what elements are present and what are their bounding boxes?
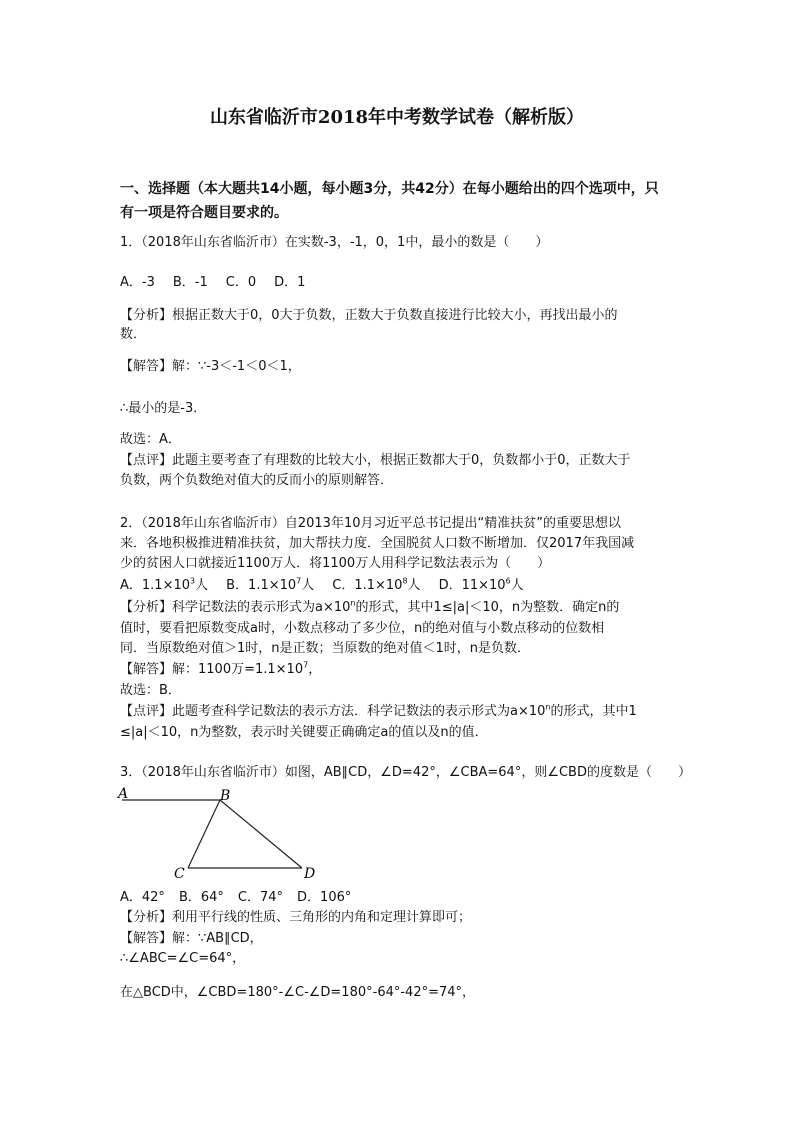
label-b: B — [220, 788, 231, 804]
label-d: D — [304, 866, 316, 882]
q1-option-c: C．0 — [225, 275, 257, 290]
q2-answer: 【解答】解：1100万$=1.1\times 10^7$， — [120, 660, 322, 677]
q2-option-b: B．$1.1\times 10^7$人 — [226, 576, 315, 593]
q1-analysis-line2: 数． — [120, 327, 147, 342]
q2-analysis-line1: 【分析】科学记数法的表示形式为$a\times 10^n$的形式，其中1≤|a|＜10，n为整数．确定n的 — [120, 598, 620, 615]
q3-options — [120, 887, 680, 909]
q3-step2: 在△BCD中，∠CBD=180°-∠C-∠D=180°-64°-42°=74°， — [120, 985, 476, 1000]
q3-answer: 【解答】解：∵AB∥CD， — [120, 931, 263, 946]
segment-bc — [188, 800, 220, 868]
q2-option-d: D．$11\times 10^6$人 — [438, 576, 524, 593]
q2-option-a: A．$1.1\times 10^3$人 — [120, 576, 209, 593]
q2-question-line1: 2．（2018年山东省临沂市）自2013年10月习近平总书记提出“精准扶贫”的重要思想以 — [120, 516, 621, 531]
q1-question: 1．（2018年山东省临沂市）在实数-3，-1，0，1中，最小的数是（ ） — [120, 235, 549, 250]
q3-question: 3．（2018年山东省临沂市）如图，AB∥CD，∠D=42°，∠CBA=64°，则∠CBD的度数是（ ） — [120, 765, 691, 780]
q3-option-b: B．64° — [178, 890, 224, 905]
q2-question-line2: 来．各地积极推进精准扶贫，加大帮扶力度．全国脱贫人口数不断增加．仅2017年我国减 — [120, 536, 635, 551]
section-heading-line2: 有一项是符合题目要求的。 — [120, 205, 288, 221]
q3-geometry-figure — [116, 786, 326, 884]
q1-comment-line2: 负数，两个负数绝对值大的反而小的原则解答． — [120, 473, 394, 488]
q3-option-a: A．42° — [120, 890, 165, 905]
q2-options — [120, 575, 680, 597]
q3-option-d: D．106° — [297, 890, 352, 905]
q3-analysis: 【分析】利用平行线的性质、三角形的内角和定理计算即可； — [120, 910, 472, 925]
q2-choice: 故选：B． — [120, 683, 181, 698]
q2-comment-line1: 【点评】此题考查科学记数法的表示方法．科学记数法的表示形式为$a\times 10^n$的形式，其中1 — [120, 702, 637, 719]
q1-option-d: D．1 — [274, 275, 306, 290]
label-a: A — [118, 786, 129, 802]
q1-option-b: B．-1 — [172, 275, 208, 290]
q1-comment-line1: 【点评】此题主要考查了有理数的比较大小，根据正数都大于0，负数都小于0，正数大于 — [120, 453, 631, 468]
q2-analysis-line3: 同．当原数绝对值＞1时，n是正数；当原数的绝对值＜1时，n是负数． — [120, 641, 531, 656]
label-c: C — [174, 866, 185, 882]
page-title: 山东省临沂市2018年中考数学试卷（解析版） — [209, 107, 585, 128]
q3-option-c: C．74° — [237, 890, 284, 905]
q1-option-a: A．-3 — [120, 275, 155, 290]
q3-step1: ∴∠ABC=∠C=64°， — [120, 951, 246, 966]
segment-bd — [220, 800, 302, 868]
q2-analysis-line2: 值时，要看把原数变成a时，小数点移动了多少位，n的绝对值与小数点移动的位数相 — [120, 621, 605, 636]
q2-option-c: C．$1.1\times 10^8$人 — [332, 576, 421, 593]
q1-options — [120, 272, 680, 294]
section-heading-line1: 一、选择题（本大题共14小题，每小题3分，共42分）在每小题给出的四个选项中，只 — [120, 181, 659, 197]
q1-conclusion: ∴最小的是-3． — [120, 401, 207, 416]
q1-answer: 【解答】解：∵-3＜-1＜0＜1， — [120, 359, 301, 374]
q1-analysis-line1: 【分析】根据正数大于0，0大于负数，正数大于负数直接进行比较大小，再找出最小的 — [120, 308, 618, 323]
q1-choice: 故选：A． — [120, 432, 181, 447]
q2-comment-line2: ≤|a|＜10，n为整数，表示时关键要正确确定a的值以及n的值． — [120, 725, 488, 740]
q2-question-line3: 少的贫困人口就接近1100万人．将1100万人用科学记数法表示为（ ） — [120, 556, 551, 571]
